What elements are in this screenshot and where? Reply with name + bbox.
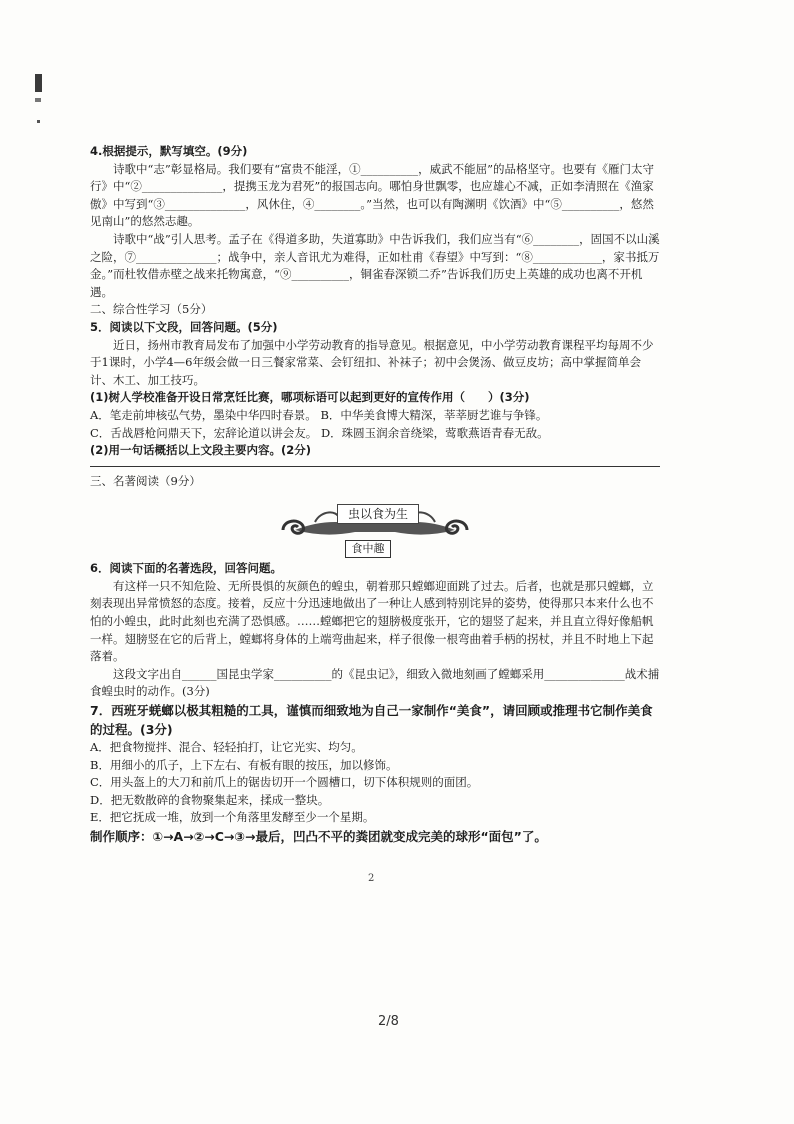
q5-option-d: D．珠圆玉润余音绕梁，莺歌燕语青春无敌。	[320, 425, 549, 440]
banner-title: 虫以食为生	[337, 504, 419, 524]
page-number-small: 2	[368, 873, 375, 884]
q6-title: 6．阅读下面的名著选段，回答问题。	[90, 561, 282, 576]
scan-mark	[37, 120, 40, 123]
q5-option-c: C．舌战唇枪问鼎天下，宏辞论道以讲会友。	[90, 425, 318, 440]
q4-title: 4.根据提示，默写填空。(9分)	[90, 144, 248, 158]
q7-option-b: B．用细小的爪子，上下左右、有板有眼的按压，加以修饰。	[90, 757, 398, 772]
q5-option-a: A．笔走前坤核弘气势，墨染中华四时春景。	[90, 407, 317, 422]
section-2-title: 二、综合性学习（5分）	[90, 302, 213, 317]
section-banner	[275, 494, 475, 558]
q5-options-row-2	[90, 425, 660, 443]
q7-option-d: D．把无数散碎的食物聚集起来，揉成一整块。	[90, 792, 330, 807]
page-indicator: 2/8	[378, 1014, 399, 1029]
q5-title: 5．阅读以下文段，回答问题。(5分)	[90, 319, 278, 334]
q6-fill-blank: 这段文字出自______国昆虫学家__________的《昆虫记》，细致入微地刻画了螳螂采用______________战术捕食蝗虫时的动作。(3分)	[90, 666, 660, 699]
q7-order: 制作顺序：①→A→②→C→③→最后，凹凸不平的粪团就变成完美的球形“面包”了。	[90, 829, 547, 844]
q5-sub1: (1)树人学校准备开设日常烹饪比赛，哪项标语可以起到更好的宣传作用（ ）(3分)	[90, 390, 530, 405]
q7-option-c: C．用头盔上的大刀和前爪上的锯齿切开一个圆槽口，切下体积规则的面团。	[90, 775, 479, 790]
q4-paragraph-2: 诗歌中“战”引人思考。孟子在《得道多助，失道寡助》中告诉我们，我们应当有“⑥________，固国不以山溪之险，⑦______________；战争中，亲人音讯尤为难得，正如杜甫《春望》中写到：“⑧____________，家书抵万金。”而杜牧借赤壁之战来托物寓意，“⑨__________，铜雀春深锁二乔”告诉我们历史上英雄的成功也离不开机遇。	[90, 231, 660, 299]
document-body	[90, 143, 660, 846]
q5-sub2: (2)用一句话概括以上文段主要内容。(2分)	[90, 443, 312, 458]
q5-options-row-1	[90, 407, 660, 425]
scan-mark	[35, 74, 42, 92]
answer-line	[90, 466, 660, 467]
q7-title: 7．西班牙蜣螂以极其粗糙的工具，谨慎而细致地为自己一家制作“美食”，请回顾或推理书它制作美食的过程。(3分)	[90, 703, 653, 738]
q7-option-a: A．把食物搅拌、混合、轻轻拍打，让它光实、均匀。	[90, 740, 363, 755]
section-3-title: 三、名著阅读（9分）	[90, 473, 201, 488]
q5-option-b: B．中华美食博大精深，莘莘厨艺谁与争锋。	[320, 407, 548, 422]
q7-option-e: E．把它抚成一堆，放到一个角落里发酵至少一个星期。	[90, 810, 375, 825]
banner-subtitle: 食中趣	[345, 540, 391, 558]
scan-mark	[35, 98, 41, 102]
q5-passage: 近日，扬州市教育局发布了加强中小学劳动教育的指导意见。根据意见，中小学劳动教育课程平均每周不少于1课时，小学4—6年级会做一日三餐家常菜、会钉纽扣、补袜子；初中会煲汤、做豆皮坊；高中掌握简单会计、木工、加工技巧。	[90, 337, 654, 387]
q4-paragraph-1: 诗歌中“志”彰显格局。我们要有“富贵不能淫，①__________，威武不能屈”的品格坚守。也要有《雁门太守行》中“②______________，提携玉龙为君死”的报国志向。哪怕身世飘零，也应雄心不减，正如李清照在《渔家傲》中写到“③______________，风休住，④________。”当然，也可以有陶渊明《饮酒》中“⑤__________，悠然见南山”的悠然志趣。	[90, 161, 655, 229]
q6-passage: 有这样一只不知危险、无所畏惧的灰颜色的蝗虫，朝着那只螳螂迎面跳了过去。后者，也就是那只螳螂，立刻表现出异常愤怒的态度。接着，反应十分迅速地做出了一种让人感到特别诧异的姿势，使得那只本来什么也不怕的小蝗虫，此时此刻也充满了恐惧感。……螳螂把它的翅膀极度张开，它的翅竖了起来，并且直立得好像船帆一样。翅膀竖在它的后背上，螳螂将身体的上端弯曲起来，样子很像一根弯曲着手柄的拐杖，并且不时地上下起落着。	[90, 578, 654, 664]
